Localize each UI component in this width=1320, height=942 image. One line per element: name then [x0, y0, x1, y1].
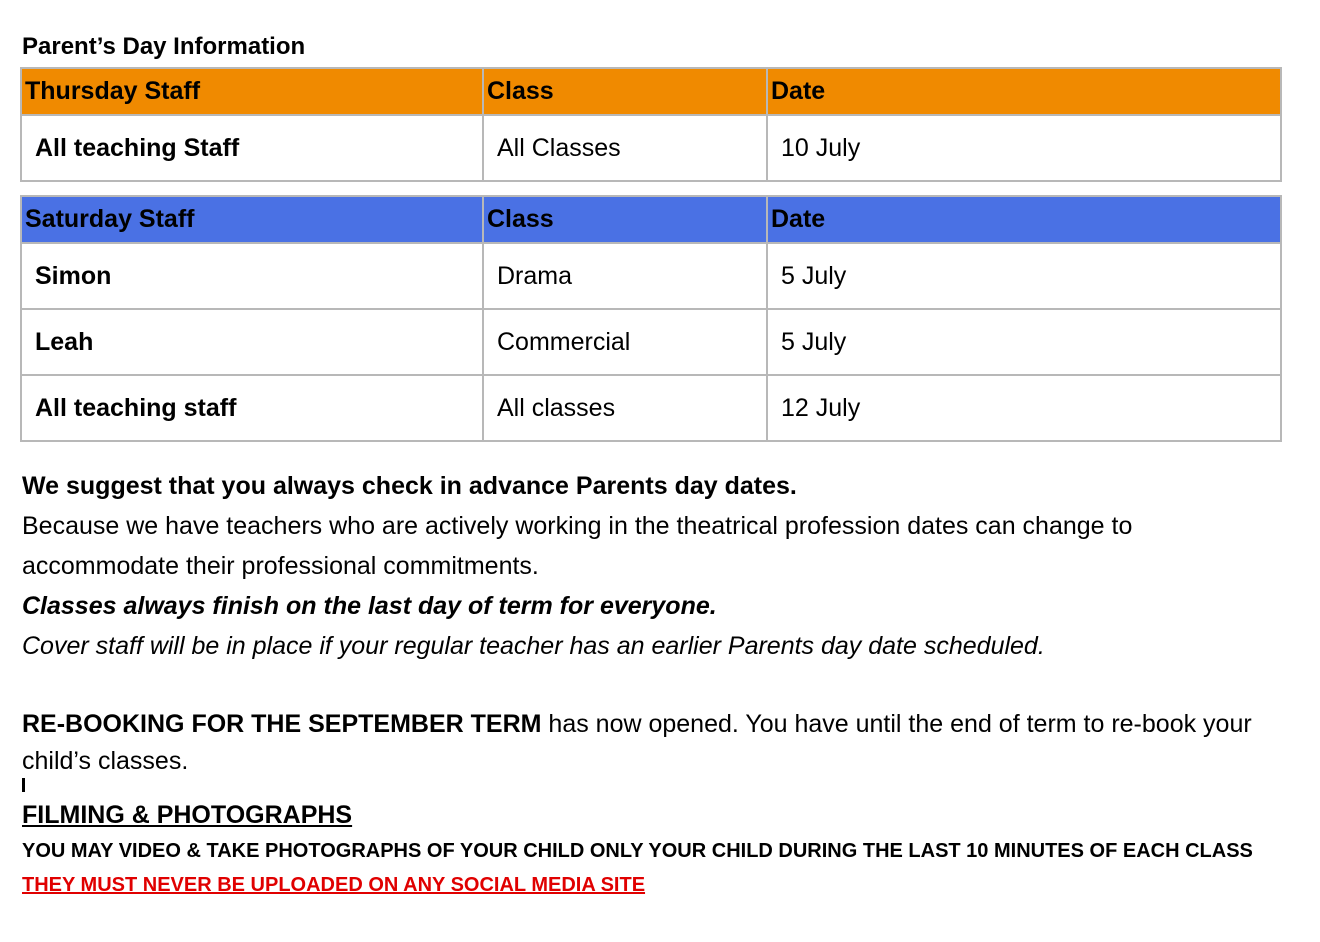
date-cell: 12 July [767, 375, 1281, 441]
saturday-staff-table [20, 195, 1282, 442]
class-cell: All Classes [483, 115, 767, 181]
suggestion-text: We suggest that you always check in advance Parents day dates. [22, 472, 797, 500]
table-row [21, 375, 1281, 441]
rebooking-text: has now opened. You have until the end of term to re-book your child’s classes. [22, 710, 1252, 775]
class-cell: Commercial [483, 309, 767, 375]
table-header-row [21, 196, 1281, 243]
page-title: Parent’s Day Information [22, 33, 306, 60]
table-row [21, 243, 1281, 309]
filming-rule: YOU MAY VIDEO & TAKE PHOTOGRAPHS OF YOUR CHILD ONLY YOUR CHILD DURING THE LAST 10 MINUTES OF EACH CLASS [22, 840, 1253, 862]
class-cell: All classes [483, 375, 767, 441]
staff-cell: All teaching Staff [21, 115, 483, 181]
thursday-staff-table [20, 67, 1282, 182]
date-cell: 5 July [767, 309, 1281, 375]
table-row [21, 309, 1281, 375]
classes-finish-text: Classes always finish on the last day of term for everyone. [22, 592, 717, 620]
cover-staff-text: Cover staff will be in place if your regular teacher has an earlier Parents day date scheduled. [22, 632, 1045, 660]
header-staff: Thursday Staff [21, 68, 483, 115]
header-class: Class [483, 196, 767, 243]
staff-cell: Leah [21, 309, 483, 375]
reason-text: Because we have teachers who are actively working in the theatrical profession dates can change to accommodate their professional commitments. [22, 512, 1133, 580]
rebooking-heading: RE-BOOKING FOR THE SEPTEMBER TERM [22, 710, 542, 738]
table-row [21, 115, 1281, 181]
parents-day-notes [22, 466, 1282, 666]
filming-heading: FILMING & PHOTOGRAPHS [22, 801, 353, 829]
date-cell: 5 July [767, 243, 1281, 309]
date-cell: 10 July [767, 115, 1281, 181]
header-date: Date [767, 196, 1281, 243]
text-cursor [22, 778, 25, 792]
header-staff: Saturday Staff [21, 196, 483, 243]
header-date: Date [767, 68, 1281, 115]
filming-warning: THEY MUST NEVER BE UPLOADED ON ANY SOCIAL MEDIA SITE [22, 874, 646, 896]
table-header-row [21, 68, 1281, 115]
staff-cell: Simon [21, 243, 483, 309]
header-class: Class [483, 68, 767, 115]
staff-cell: All teaching staff [21, 375, 483, 441]
rebooking-paragraph [22, 706, 1282, 780]
class-cell: Drama [483, 243, 767, 309]
